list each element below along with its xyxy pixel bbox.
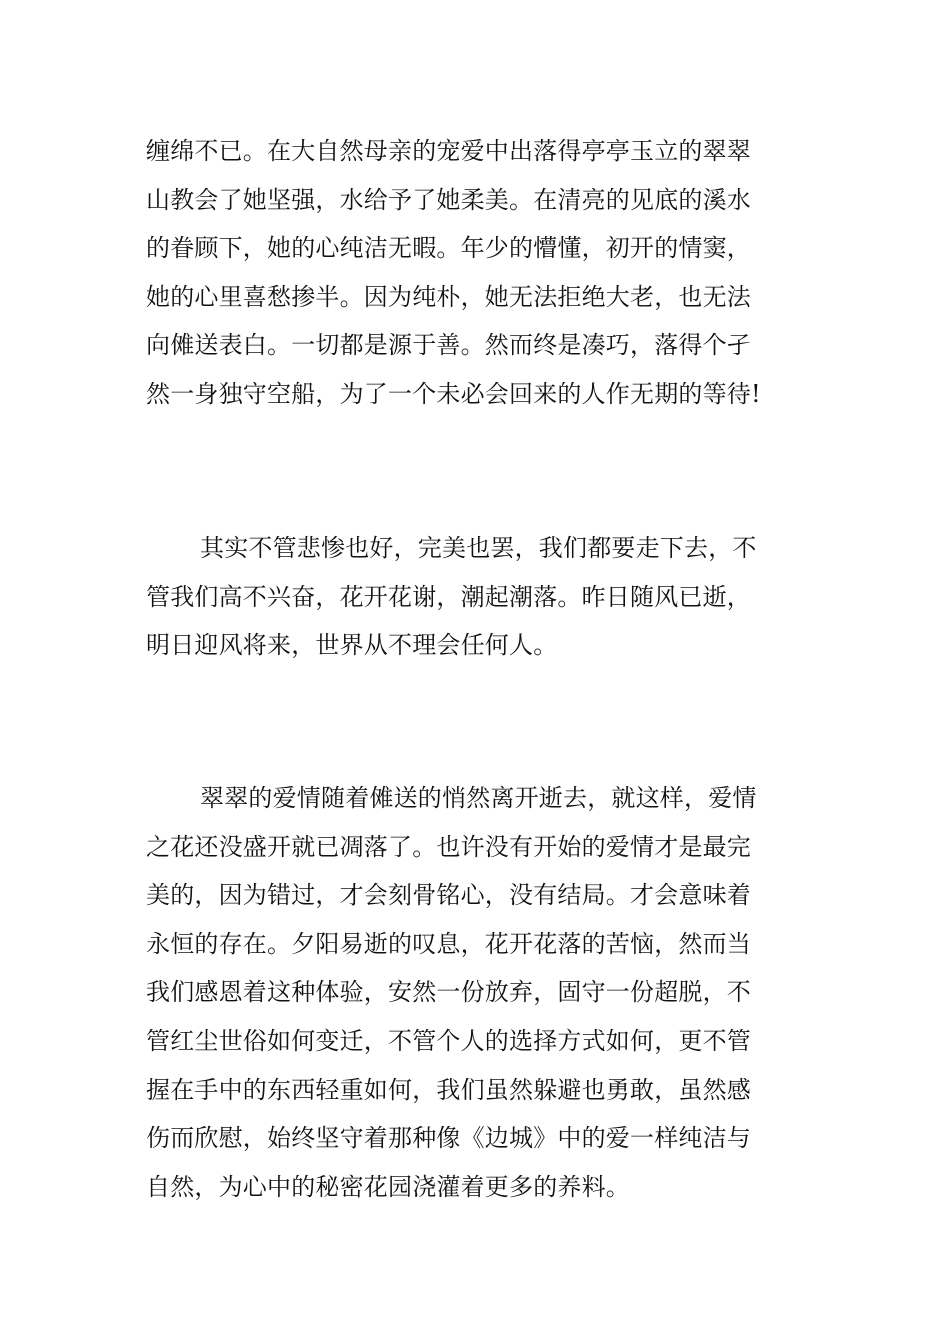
paragraph-line: 美的，因为错过，才会刻骨铭心，没有结局。才会意味着 (146, 881, 751, 910)
paragraph-line: 的眷顾下，她的心纯洁无暇。年少的懵懂，初开的情窦， (146, 234, 751, 263)
paragraph-line: 山教会了她坚强，水给予了她柔美。在清亮的见底的溪水 (146, 185, 751, 214)
paragraph-line: 向傩送表白。一切都是源于善。然而终是凑巧，落得个孑 (146, 331, 751, 360)
paragraph-line: 之花还没盛开就已凋落了。也许没有开始的爱情才是最完 (146, 832, 751, 861)
paragraph-line: 握在手中的东西轻重如何，我们虽然躲避也勇敢，虽然感 (146, 1075, 751, 1104)
paragraph-3 (146, 774, 811, 1211)
paragraph-line: 其实不管悲惨也好，完美也罢，我们都要走下去，不 (200, 534, 757, 562)
paragraph-line: 永恒的存在。夕阳易逝的叹息，花开花落的苦恼，然而当 (146, 929, 751, 958)
paragraph-line: 我们感恩着这种体验，安然一份放弃，固守一份超脱，不 (146, 978, 751, 1007)
paragraph-line: 然一身独守空船，为了一个未必会回来的人作无期的等待! (146, 379, 761, 408)
paragraph-line: 她的心里喜愁掺半。因为纯朴，她无法拒绝大老，也无法 (146, 282, 751, 311)
paragraph-line: 管红尘世俗如何变迁，不管个人的选择方式如何，更不管 (146, 1026, 751, 1055)
paragraph-1 (146, 127, 811, 419)
paragraph-line: 伤而欣慰，始终坚守着那种像《边城》中的爱一样纯洁与 (146, 1124, 751, 1153)
paragraph-line: 管我们高不兴奋，花开花谢，潮起潮落。昨日随风已逝， (146, 582, 751, 611)
paragraph-line: 自然，为心中的秘密花园浇灌着更多的养料。 (146, 1172, 630, 1201)
paragraph-2 (146, 524, 811, 670)
paragraph-line: 缠绵不已。在大自然母亲的宠爱中出落得亭亭玉立的翠翠 (146, 137, 751, 165)
paragraph-line: 翠翠的爱情随着傩送的悄然离开逝去，就这样，爱情 (200, 784, 757, 812)
paragraph-line: 明日迎风将来，世界从不理会任何人。 (146, 631, 558, 660)
